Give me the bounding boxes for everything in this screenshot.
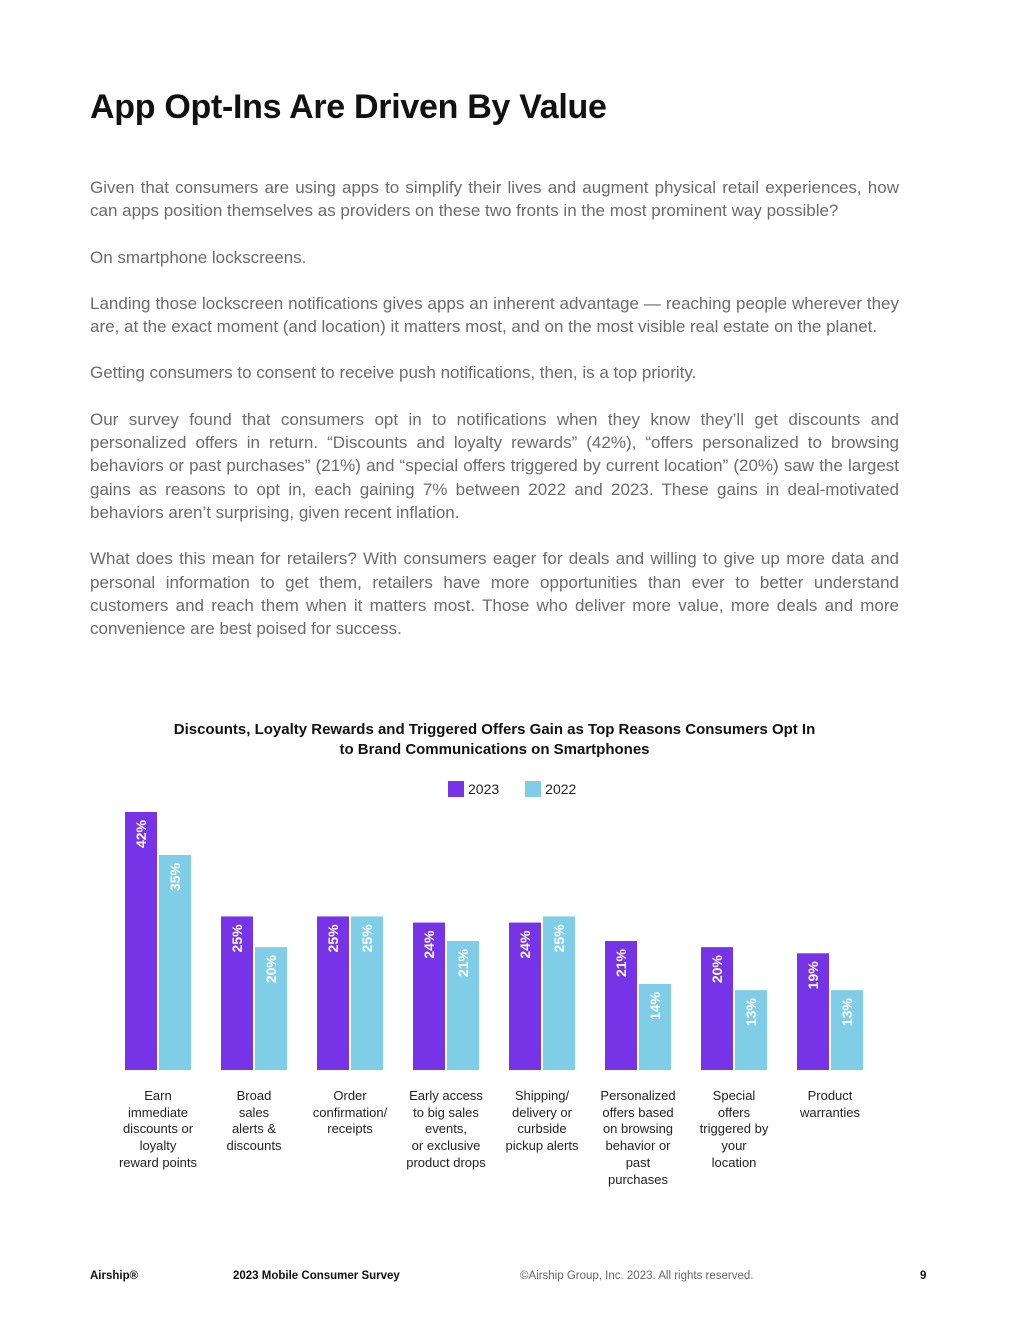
- category-label: Order confirmation/ receipts: [312, 1088, 388, 1137]
- data-label-2022-2: 25%: [359, 924, 375, 953]
- chart-title-line2: to Brand Communications on Smartphones: [339, 741, 650, 758]
- data-label-2023-6: 20%: [709, 955, 725, 984]
- paragraph: Our survey found that consumers opt in to notifications when they know they’ll get discounts and personalized offers in return. “Discounts and loyalty rewards” (42%), “offers personalized to browsing behaviors or past purchases” (21%) and “special offers triggered by current location” (20%) saw the largest gains as reasons to opt in, each gaining 7% between 2022 and 2023. These gains in deal-motivated behaviors aren’t surprising, given recent inflation.: [90, 409, 899, 522]
- data-label-2023-7: 19%: [805, 961, 821, 990]
- data-label-2022-3: 21%: [455, 949, 471, 978]
- page-title: App Opt-Ins Are Driven By Value: [90, 88, 607, 126]
- chart-title: [90, 720, 899, 760]
- data-label-2022-6: 13%: [743, 998, 759, 1027]
- chart-legend: [448, 781, 576, 797]
- data-label-2022-0: 35%: [167, 863, 183, 892]
- footer-survey-title: 2023 Mobile Consumer Survey: [233, 1270, 400, 1282]
- bar-chart: [0, 800, 1020, 1080]
- data-label-2023-2: 25%: [325, 924, 341, 953]
- paragraph: What does this mean for retailers? With consumers eager for deals and willing to give up more data and personal information to get them, retailers have more opportunities than ever to better understand customers and reach them when it matters most. Those who deliver more value, more deals and more convenience are best poised for success.: [90, 549, 899, 639]
- legend-label-2023: 2023: [468, 781, 500, 797]
- paragraph: Getting consumers to consent to receive push notifications, then, is a top priority.: [90, 363, 697, 383]
- category-label: Broad sales alerts & discounts: [226, 1088, 282, 1154]
- chart-title-line1: Discounts, Loyalty Rewards and Triggered Offers Gain as Top Reasons Consumers Opt In: [173, 721, 816, 738]
- data-label-2022-5: 14%: [647, 992, 663, 1021]
- category-label: Personalized offers based on browsing behavior or past purchases: [600, 1088, 676, 1187]
- data-label-2022-4: 25%: [551, 924, 567, 953]
- legend-item-2023: [448, 781, 499, 797]
- paragraph: On smartphone lockscreens.: [90, 247, 307, 267]
- body-text: [90, 176, 899, 663]
- data-label-2023-4: 24%: [517, 930, 533, 959]
- category-label: Shipping/ delivery or curbside pickup alerts: [505, 1088, 579, 1154]
- data-label-2022-1: 20%: [263, 955, 279, 984]
- category-label: Early access to big sales events, or exclusive product drops: [406, 1088, 486, 1170]
- legend-swatch-2023: [448, 781, 464, 797]
- legend-item-2022: [525, 781, 576, 797]
- data-label-2023-3: 24%: [421, 930, 437, 959]
- category-labels: [0, 1088, 1020, 1198]
- data-label-2023-0: 42%: [133, 820, 149, 849]
- footer-page-number: 9: [920, 1270, 927, 1282]
- category-label: Earn immediate discounts or loyalty reward points: [118, 1088, 198, 1170]
- paragraph: Given that consumers are using apps to simplify their lives and augment physical retail experiences, how can apps position themselves as providers on these two fronts in the most prominent way possible?: [90, 178, 899, 221]
- paragraph: Landing those lockscreen notifications gives apps an inherent advantage — reaching people wherever they are, at the exact moment (and location) it matters most, and on the most visible real estate on the planet.: [90, 293, 899, 337]
- category-label: Product warranties: [800, 1088, 860, 1120]
- data-label-2023-5: 21%: [613, 949, 629, 978]
- data-label-2023-1: 25%: [229, 924, 245, 953]
- legend-swatch-2022: [525, 781, 541, 797]
- category-label: Special offers triggered by your location: [699, 1088, 769, 1170]
- legend-label-2022: 2022: [545, 781, 577, 797]
- data-label-2022-7: 13%: [839, 998, 855, 1027]
- footer-brand: Airship®: [90, 1270, 139, 1282]
- footer-copyright: ©Airship Group, Inc. 2023. All rights reserved.: [520, 1270, 754, 1282]
- bar-2023-0: [125, 812, 157, 1070]
